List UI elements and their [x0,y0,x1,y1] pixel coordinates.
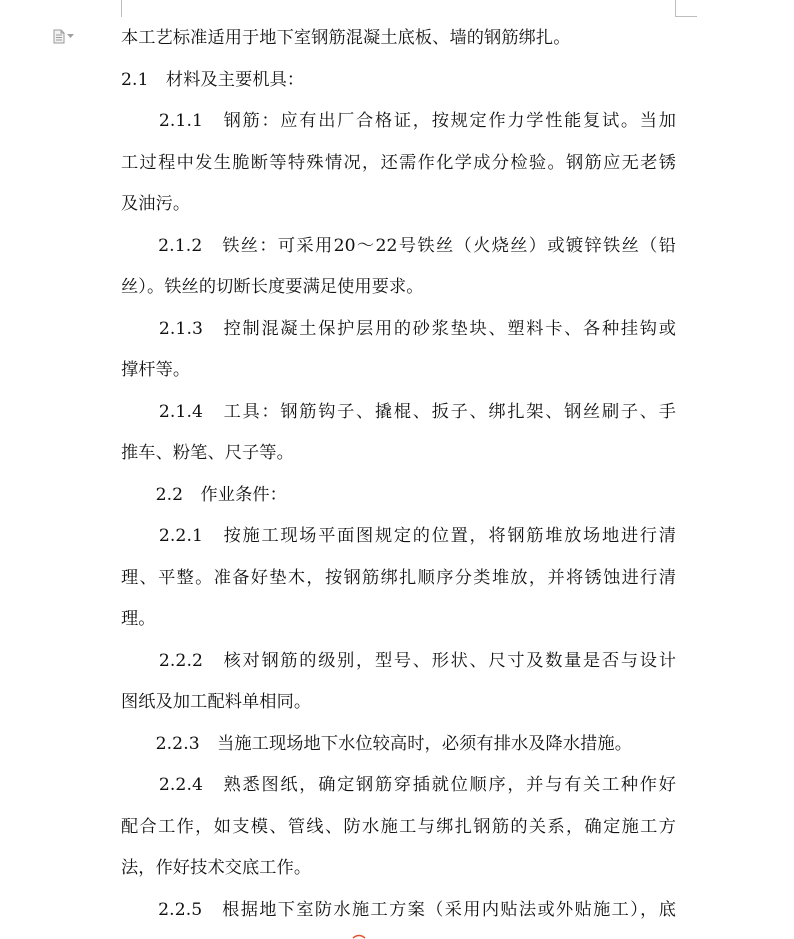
text-line: 2.1.2 铁丝：可采用20～22号铁丝（火烧丝）或镀锌铁丝（铅 [121,236,676,256]
document-icon [53,29,65,44]
text-line: 2.2.5 根据地下室防水施工方案（采用内贴法或外贴施工），底 [121,900,676,920]
text-line: 工过程中发生脆断等特殊情况，还需作化学成分检验。钢筋应无老锈 [121,153,676,173]
text-line: 图纸及加工配料单相同。 [121,692,312,712]
text-line: 及油污。 [121,194,191,214]
text-line: 丝）。铁丝的切断长度要满足使用要求。 [121,277,424,297]
text-line: 2.2.2 核对钢筋的级别，型号、形状、尺寸及数量是否与设计 [121,651,676,671]
text-line: 配合工作，如支模、管线、防水施工与绑扎钢筋的关系，确定施工方 [121,817,676,837]
paragraph-options-button[interactable] [53,28,81,44]
crop-mark-right-horizontal [675,16,697,17]
caret-down-icon [67,34,74,39]
section-heading: 2.1 材料及主要机具： [121,70,305,90]
scroll-edge-marker [352,933,366,939]
text-line: 理、平整。准备好垫木，按钢筋绑扎顺序分类堆放，并将锈蚀进行清 [121,568,676,588]
text-line: 法，作好技术交底工作。 [121,858,312,878]
crop-mark-left [121,0,122,17]
text-line: 2.1.4 工具：钢筋钩子、撬棍、扳子、绑扎架、钢丝刷子、手 [121,402,676,422]
text-line: 撑杆等。 [121,360,191,380]
text-line: 本工艺标准适用于地下室钢筋混凝土底板、墙的钢筋绑扎。 [121,28,571,48]
text-line: 推车、粉笔、尺子等。 [121,443,294,463]
text-line: 2.1.3 控制混凝土保护层用的砂浆垫块、塑料卡、各种挂钩或 [121,319,676,339]
text-line: 2.2.4 熟悉图纸，确定钢筋穿插就位顺序，并与有关工种作好 [121,775,676,795]
text-line: 2.1.1 钢筋：应有出厂合格证，按规定作力学性能复试。当加 [121,111,676,131]
crop-mark-right [675,0,676,17]
text-line: 2.2.3 当施工现场地下水位较高时，必须有排水及降水措施。 [121,734,632,754]
section-heading: 2.2 作业条件： [121,485,287,505]
text-line: 理。 [121,609,156,629]
text-line: 2.2.1 按施工现场平面图规定的位置，将钢筋堆放场地进行清 [121,526,676,546]
